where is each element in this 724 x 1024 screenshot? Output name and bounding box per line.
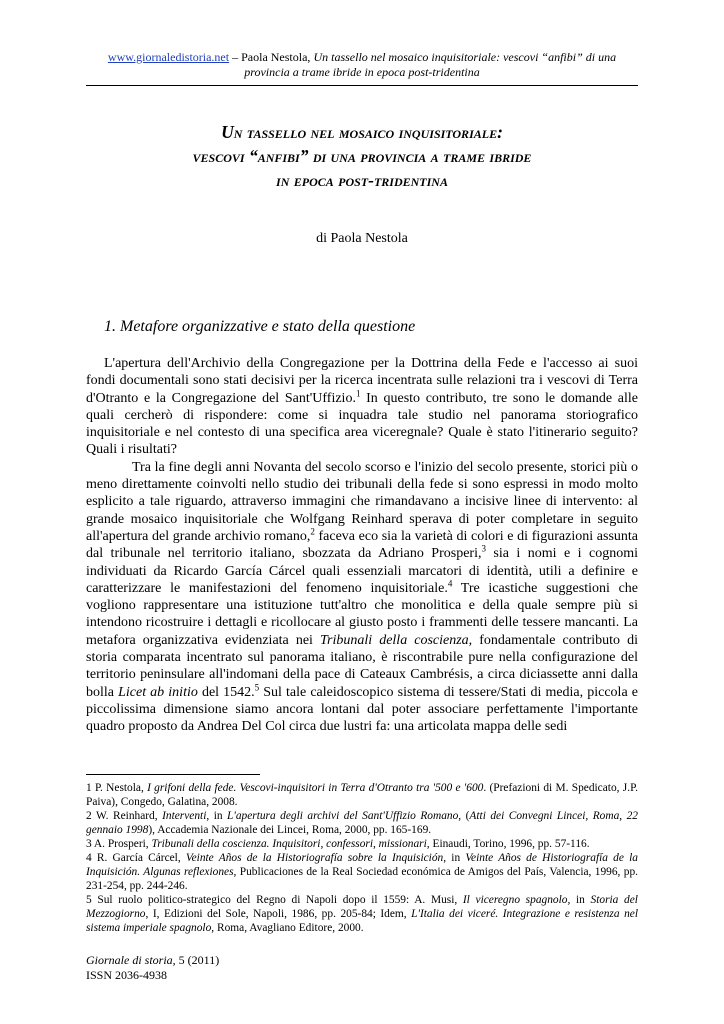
section-heading: 1. Metafore organizzative e stato della questione [104,318,416,335]
italic-title: Tribunali della coscienza, [320,632,473,648]
text-run: faceva eco sia la varietà di colori e di figurazioni assunta dal tribunale nel territorio italiano, sbozzata da Adriano Prosperi, [86,528,639,562]
fn-italic: Interventi [162,810,207,822]
journal-citation [86,953,219,968]
footnote-separator [86,774,260,775]
fn-text: 4 R. García Cárcel, [86,852,186,864]
article-title [86,120,638,192]
text-run: sia i nomi e i cognomi individuati da Ricardo García Cárcel quali essenziali marcatori di identità, utili a definire e caratterizzare le manifestazioni del fenomeno inquisitoriale. [86,546,638,596]
fn-italic: Il viceregno spagnolo, [462,894,571,906]
footnote-ref-2[interactable]: 2 [310,526,315,537]
footnote-4 [86,851,638,893]
text-run: In questo contributo, tre sono le domande alle quali cercherò di rispondere: come si inquadra tale studio nel panorama storiografico inquisitoriale e nel contesto di una specifica area viceregnale? Quale è stato l'itinerario seguito? Quali i risultati? [86,390,638,458]
footnote-ref-5[interactable]: 5 [254,681,260,692]
text-run: Tra la fine degli anni Novanta del secolo scorso e l'inizio del secolo presente, storici più o meno direttamente coinvolti nello studio dei tribunali della fede si sono espressi in modo molto esplicito a tale riguardo, attraverso immagini che rimandavano a incisive linee di intervento: al grande mosaico inquisitoriale che Wolfgang Reinhard sperava di poter completare in seguito all'apertura del grande archivio romano, [86,459,638,544]
header-article-title: Un tassello nel mosaico inquisitoriale: vescovi “anfibi” di una provincia a trame ibride in epoca post-tridentina [244,50,617,79]
fn-text: . (Prefazioni di M. Spedicato, J.P. Paiva), Congedo, Galatina, 2008. [86,782,638,808]
fn-text: , I, Edizioni del Sole, Napoli, 1986, pp. 205-84; Idem, [145,908,412,920]
footnote-ref-3[interactable]: 3 [481,543,486,554]
journal-issue: , 5 (2011) [172,953,220,967]
fn-text: , Roma, Avagliano Editore, 2000. [211,922,364,934]
footnote-3 [86,837,638,851]
text-run: L'apertura dell'Archivio della Congregazione per la Dottrina della Fede e l'accesso ai suoi fondi documentali sono stati decisivi per la ricerca incentrata sulle relazioni tra i vescovi di Terra d'Otranto e la Congregazione del Sant'Uffizio. [86,356,638,406]
paragraph-1 [86,355,638,459]
text-run: Sul tale caleidoscopico sistema di tessere/Stati di media, piccola e piccolissima dimensione siamo ancora lontani dal poter associare perfettamente l'importante quadro proposto da Andrea Del Col circa due lustri fa: una articolata mappa delle sedi [86,684,638,735]
footnote-1 [86,781,638,809]
footnote-ref-4[interactable]: 4 [447,578,453,589]
issn: ISSN 2036-4938 [86,968,168,982]
fn-text: , ( [458,810,470,822]
fn-text: ), Accademia Nazionale dei Lincei, Roma, 2000, pp. 165-169. [148,824,432,836]
fn-italic: L'Italia dei viceré. Integrazione e resistenza nel sistema imperiale spagnolo [86,908,638,934]
title-line-2: vescovi “anfibi” di una provincia a trame ibride [192,146,532,166]
fn-italic: Veinte Años de la Historiografía sobre la Inquisición [185,852,444,864]
fn-text: 2 W. Reinhard, [86,810,163,822]
fn-text: 5 Sul ruolo politico-strategico del Regno di Napoli dopo il 1559: A. Musi, [86,894,463,906]
running-header [86,50,638,80]
fn-italic: Tribunali della coscienza. Inquisitori, confessori, missionari [151,838,427,850]
author-byline: di Paola Nestola [316,231,408,246]
text-run: del 1542. [197,684,255,700]
title-line-3: in epoca post-tridentina [276,170,448,190]
footnote-2 [86,809,638,837]
header-author: – Paola Nestola, [229,50,314,64]
fn-italic: Storia del Mezzogiorno [86,894,638,920]
header-rule [86,85,638,86]
fn-italic: I grifoni della fede. Vescovi-inquisitori in Terra d'Otranto tra '500 e '600 [147,782,484,794]
text-run: Tre icastiche suggestioni che vogliono rappresentare una istituzione tutt'altro che monolitica e della quale sempre più si intendono ricostruire i dettagli e ricollocare al giusto posto i frammenti delle tessere mancanti. La metafora organizzativa evidenziata nei [86,580,638,648]
fn-italic: Atti dei Convegni Lincei, Roma, 22 gennaio 1998 [86,810,638,836]
fn-text: in [570,894,591,906]
footnotes [86,781,638,935]
fn-italic: L'apertura degli archivi del Sant'Uffizio Romano [227,810,459,822]
text-run: fondamentale contributo di storia comparata incentrato sul panorama italiano, è riscontrabile pure nella configurazione del territorio peninsulare all'indomani della pace di Cateaux Cambrésis, a circa diciassette anni dalla bolla [86,632,639,700]
page-footer [86,953,219,983]
italic-title: Licet ab initio [118,684,198,700]
body-text [86,355,638,736]
title-line-1: Un tassello nel mosaico inquisitoriale: [221,122,503,142]
paragraph-2 [86,459,638,736]
fn-text: , Publicaciones de la Real Sociedad económica de Amigos del País, Valencia, 1996, pp. 231-254, pp. 244-246. [86,866,638,892]
footnote-ref-1[interactable]: 1 [355,387,361,398]
fn-text: , in [206,810,228,822]
fn-text: , in [443,852,466,864]
fn-text: , Einaudi, Torino, 1996, pp. 57-116. [426,838,590,850]
fn-text: 1 P. Nestola, [86,782,148,794]
fn-italic: Veinte Años de Historiografía de la Inquisición. Algunas reflexiones [86,852,638,878]
journal-name: Giornale di storia [86,953,173,967]
site-link[interactable]: www.giornaledistoria.net [107,50,230,64]
footnote-5 [86,893,638,935]
fn-text: 3 A. Prosperi, [86,838,152,850]
